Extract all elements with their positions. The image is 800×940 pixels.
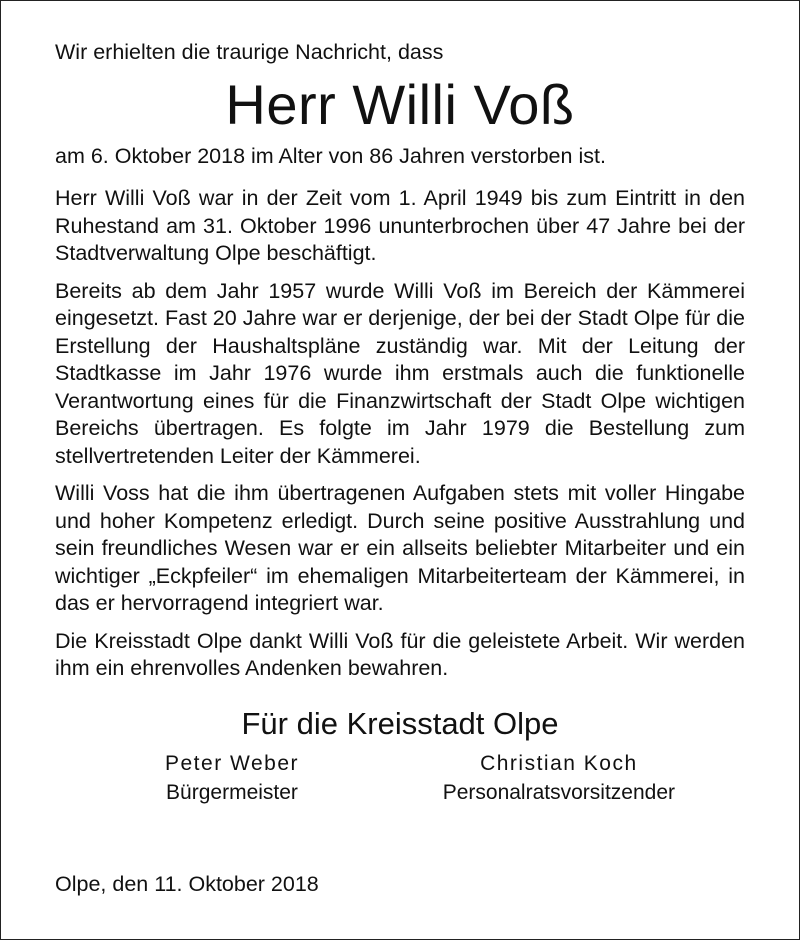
signature-heading: Für die Kreisstadt Olpe <box>241 705 559 741</box>
signature-row <box>55 749 745 807</box>
signer-council-chair <box>443 749 675 807</box>
place-date: Olpe, den 11. Oktober 2018 <box>55 872 319 896</box>
intro-line: Wir erhielten die traurige Nachricht, dass <box>55 40 444 64</box>
paragraph-character: Willi Voss hat die ihm übertragenen Aufgaben stets mit voller Hingabe und hoher Kompetenz erledigt. Durch seine positive Ausstrahlung und sein freundliches Wesen war er ein allseits beliebter Mitarbeiter und ein wichtiger „Eckpfeiler“ im ehemaligen Mitarbeiterteam der Kämmerei, in das er hervorragend integriert war. <box>55 481 745 615</box>
signer-role: Personalratsvorsitzender <box>442 780 675 804</box>
signer-name: Peter Weber <box>165 751 299 775</box>
signer-role: Bürgermeister <box>166 780 298 804</box>
paragraph-employment: Herr Willi Voß war in der Zeit vom 1. April 1949 bis zum Eintritt in den Ruhestand am 31. Oktober 1996 ununterbrochen über 47 Jahre bei der Stadtverwaltung Olpe beschäftigt. <box>55 186 745 265</box>
signer-mayor <box>165 749 299 807</box>
paragraph-career: Bereits ab dem Jahr 1957 wurde Willi Voß im Bereich der Kämmerei eingesetzt. Fast 20 Jahre war er derjenige, der bei der Stadt Olpe für die Erstellung der Haushaltspläne zuständig war. Mit der Leitung der Stadtkasse im Jahr 1976 wurde ihm erstmals auch die funktionelle Verantwortung eines für die Finanzwirtschaft der Stadt Olpe wichtigen Bereichs übertragen. Es folgte im Jahr 1979 die Bestellung zum stellvertretenden Leiter der Kämmerei. <box>55 278 745 468</box>
signer-name: Christian Koch <box>480 751 638 775</box>
death-line: am 6. Oktober 2018 im Alter von 86 Jahren verstorben ist. <box>55 144 606 168</box>
paragraph-thanks: Die Kreisstadt Olpe dankt Willi Voß für die geleistete Arbeit. Wir werden ihm ein ehrenvolles Andenken bewahren. <box>55 628 745 680</box>
deceased-name: Herr Willi Voß <box>225 73 575 136</box>
